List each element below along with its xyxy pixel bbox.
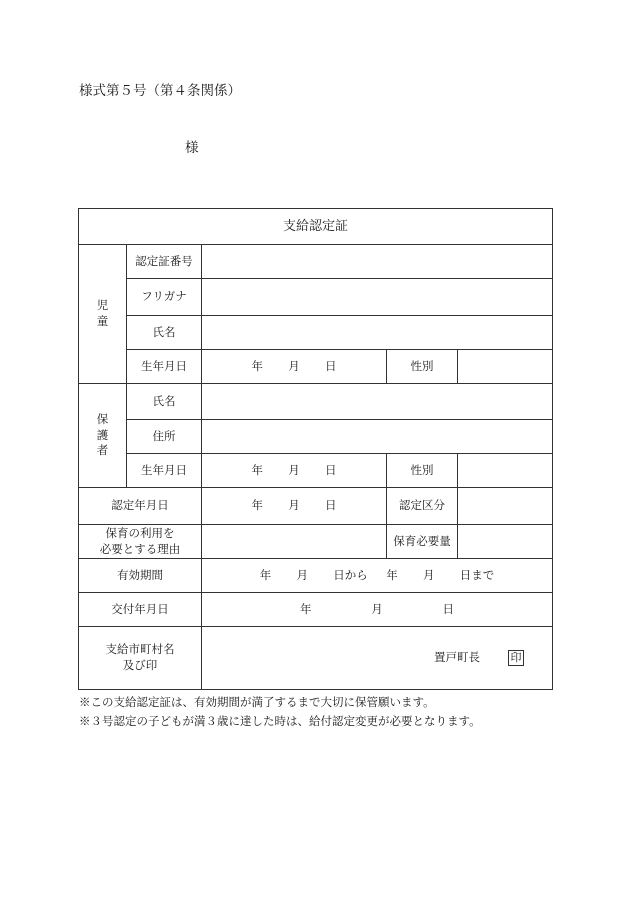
guardian-address-label: 住所 <box>127 420 202 454</box>
reason-field[interactable] <box>202 525 387 559</box>
guardian-dob-label: 生年月日 <box>127 454 202 488</box>
child-cert-number-label: 認定証番号 <box>127 245 202 279</box>
date-year-unit: 年 <box>386 567 398 582</box>
guardian-dob-field[interactable] <box>202 454 387 488</box>
date-month-unit: 月 <box>296 567 308 582</box>
child-furigana-field[interactable] <box>202 279 553 316</box>
date-month-unit: 月 <box>288 498 300 513</box>
certificate-title: 支給認定証 <box>79 209 553 245</box>
reason-label-line-2: 必要とする理由 <box>99 541 181 556</box>
note-2: ※３号認定の子どもが満３歳に達した時は、給付認定変更が必要となります。 <box>79 714 481 728</box>
guardian-sex-field[interactable] <box>458 454 553 488</box>
mayor-title: 置戸町長 <box>434 650 480 664</box>
date-year-unit: 年 <box>251 498 263 513</box>
child-dob-label: 生年月日 <box>127 350 202 384</box>
child-dob-field[interactable] <box>202 350 387 384</box>
cert-date-label: 認定年月日 <box>79 488 202 525</box>
child-sex-field[interactable] <box>458 350 553 384</box>
date-month-unit: 月 <box>422 567 435 582</box>
child-sex-label: 性別 <box>387 350 458 384</box>
issue-date-field[interactable] <box>202 593 553 627</box>
guardian-group-char-3: 者 <box>96 443 109 458</box>
note-1: ※この支給認定証は、有効期間が満了するまで大切に保管願います。 <box>79 695 435 709</box>
child-group-label <box>79 245 127 384</box>
guardian-address-field[interactable] <box>202 420 553 454</box>
care-amount-field[interactable] <box>458 525 553 559</box>
reason-label <box>79 525 202 559</box>
guardian-sex-label: 性別 <box>387 454 458 488</box>
child-name-label: 氏名 <box>127 316 202 350</box>
reason-label-line-1: 保育の利用を <box>105 525 175 540</box>
date-day-unit: 日 <box>325 462 337 477</box>
date-year-unit: 年 <box>251 462 263 477</box>
child-group-char-2: 童 <box>96 314 109 328</box>
date-year-unit: 年 <box>251 358 263 373</box>
guardian-group-label <box>79 384 127 488</box>
issue-date-label: 交付年月日 <box>79 593 202 627</box>
child-cert-number-field[interactable] <box>202 245 553 279</box>
child-name-field[interactable] <box>202 316 553 350</box>
date-month-unit: 月 <box>288 358 300 373</box>
guardian-name-label: 氏名 <box>127 384 202 420</box>
date-year-unit: 年 <box>259 567 272 582</box>
addressee-suffix: 様 <box>185 140 199 156</box>
child-furigana-label: フリガナ <box>127 279 202 316</box>
municipality-field <box>202 627 553 690</box>
cert-date-field[interactable] <box>202 488 387 525</box>
date-month-unit: 月 <box>288 462 300 477</box>
date-day-unit: 日 <box>325 358 337 373</box>
date-year-unit: 年 <box>299 601 312 616</box>
cert-category-label: 認定区分 <box>387 488 458 525</box>
municipality-label-line-1: 支給市町村名 <box>105 642 175 657</box>
certificate-table <box>78 208 553 690</box>
validity-field[interactable] <box>202 559 553 593</box>
date-day-unit: 日 <box>325 498 337 513</box>
child-group-char-1: 児 <box>96 298 109 313</box>
cert-category-field[interactable] <box>458 488 553 525</box>
guardian-group-char-2: 護 <box>96 427 109 442</box>
municipality-label <box>79 627 202 690</box>
guardian-name-field[interactable] <box>202 384 553 420</box>
validity-to-suffix: 日まで <box>459 567 495 582</box>
validity-from-suffix: 日から <box>333 567 368 582</box>
form-number: 様式第５号（第４条関係） <box>79 83 241 99</box>
guardian-group-char-1: 保 <box>96 412 109 427</box>
municipality-label-line-2: 及び印 <box>122 658 158 672</box>
validity-label: 有効期間 <box>79 559 202 593</box>
date-month-unit: 月 <box>371 601 383 616</box>
date-day-unit: 日 <box>442 601 455 616</box>
seal-stamp-box: 印 <box>508 650 524 666</box>
care-amount-label: 保育必要量 <box>387 525 458 559</box>
